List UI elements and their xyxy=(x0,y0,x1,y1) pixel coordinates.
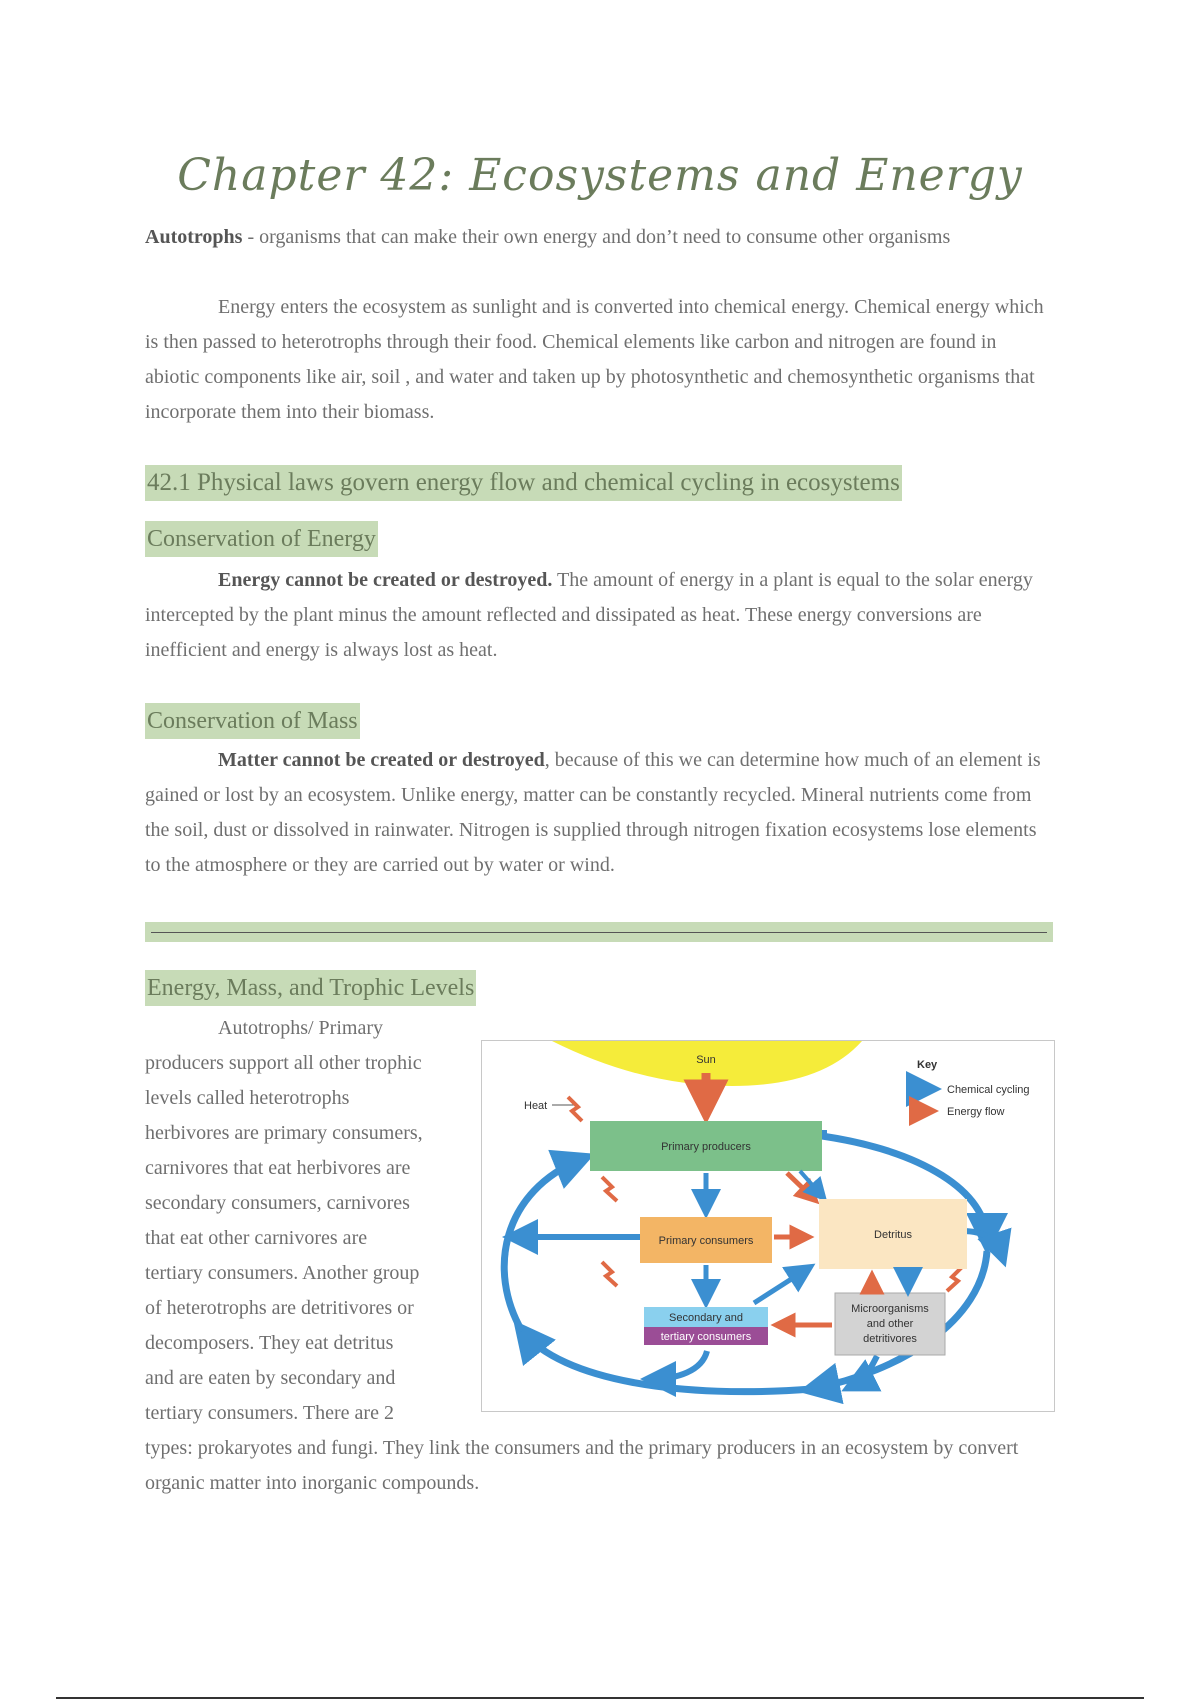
trophic-line: Autotrophs/ Primary xyxy=(218,1017,383,1039)
trophic-line: secondary consumers, carnivores xyxy=(145,1192,410,1214)
detritus-label: Detritus xyxy=(874,1229,912,1241)
conservation-energy-text: The amount of energy in a plant is equal to the solar energy intercepted by the plant minus the amount reflected and dissipated as heat. These energy conversions are inefficient and energy is always lost as heat. xyxy=(145,569,1033,661)
intro-paragraph: Energy enters the ecosystem as sunlight and is converted into chemical energy. Chemical energy which is then passed to heterotrophs through their food. Chemical elements like carbon and nitrogen are found in abiotic components like air, soil , and water and taken up by photosynthetic and chemosynthetic organisms that incorporate them into their biomass. xyxy=(145,296,1044,423)
section-heading: 42.1 Physical laws govern energy flow and chemical cycling in ecosystems xyxy=(145,465,902,501)
conservation-energy-paragraph xyxy=(145,563,1055,668)
trophic-line: carnivores that eat herbivores are xyxy=(145,1157,411,1179)
conservation-mass-heading: Conservation of Mass xyxy=(145,703,360,739)
trophic-paragraph xyxy=(145,1011,475,1431)
conservation-mass-bold: Matter cannot be created or destroyed xyxy=(218,749,545,771)
secondary-consumers-label: Secondary and xyxy=(669,1312,743,1324)
key-energy-label: Energy flow xyxy=(947,1106,1005,1118)
section-divider xyxy=(145,922,1053,942)
trophic-line: tertiary consumers. There are 2 xyxy=(145,1402,394,1424)
conservation-mass-text: , because of this we can determine how much of an element is gained or lost by an ecosystem. Unlike energy, matter can be constantly recycled. Mineral nutrients come from the soil, dust or dissolved in rainwater. Nitrogen is supplied through nitrogen fixation ecosystems lose elements to the atmosphere or they are carried out by water or wind. xyxy=(145,749,1041,876)
trophic-line: and are eaten by secondary and xyxy=(145,1367,396,1389)
autotrophs-term: Autotrophs xyxy=(145,226,243,248)
microorganisms-line2: and other xyxy=(866,1318,914,1330)
conservation-energy-heading: Conservation of Energy xyxy=(145,521,378,557)
trophic-line: that eat other carnivores are xyxy=(145,1227,368,1249)
autotrophs-text: - organisms that can make their own energy and don’t need to consume other organisms xyxy=(242,226,951,248)
heat-zigzag-2 xyxy=(602,1177,617,1201)
trophic-line: tertiary consumers. Another group xyxy=(145,1262,420,1284)
energy-producers-to-detritus xyxy=(787,1173,814,1199)
conservation-energy-bold: Energy cannot be created or destroyed. xyxy=(218,569,553,591)
trophic-line: of heterotrophs are detritivores or xyxy=(145,1297,414,1319)
trophic-line: decomposers. They eat detritus xyxy=(145,1332,394,1354)
trophic-heading: Energy, Mass, and Trophic Levels xyxy=(145,970,476,1006)
trophic-continuation: types: prokaryotes and fungi. They link the consumers and the primary producers in an ecosystem by convert organic matter into inorganic compounds. xyxy=(145,1437,1019,1494)
trophic-line: producers support all other trophic xyxy=(145,1052,422,1074)
chemical-detritus-right xyxy=(962,1231,1002,1256)
page-title: Chapter 42: Ecosystems and Energy xyxy=(177,150,1023,201)
microorganisms-line3: detritivores xyxy=(863,1333,917,1345)
autotrophs-definition xyxy=(145,220,1055,255)
microorganisms-line1: Microorganisms xyxy=(851,1303,929,1315)
energy-secondary-to-detritus xyxy=(754,1269,807,1303)
trophic-line: levels called heterotrophs xyxy=(145,1087,350,1109)
heat-zigzag-3 xyxy=(602,1262,617,1286)
trophic-line: herbivores are primary consumers, xyxy=(145,1122,423,1144)
primary-consumers-label: Primary consumers xyxy=(658,1235,754,1247)
chemical-cycle-left xyxy=(504,1159,582,1331)
key-title: Key xyxy=(917,1059,938,1071)
key-chemical-label: Chemical cycling xyxy=(947,1084,1030,1096)
sun-label: Sun xyxy=(696,1054,716,1066)
chemical-producers-to-detritus xyxy=(800,1171,822,1196)
ecosystem-flow-diagram xyxy=(481,1040,1055,1412)
heat-zigzag-1 xyxy=(568,1097,582,1121)
tertiary-consumers-label: tertiary consumers xyxy=(660,1331,752,1343)
heat-zigzag-4 xyxy=(947,1267,962,1291)
heat-label: Heat xyxy=(524,1100,548,1112)
conservation-mass-paragraph xyxy=(145,743,1055,883)
primary-producers-label: Primary producers xyxy=(661,1141,751,1153)
chemical-secondary-down xyxy=(652,1351,707,1379)
footer-rule xyxy=(56,1697,1144,1699)
